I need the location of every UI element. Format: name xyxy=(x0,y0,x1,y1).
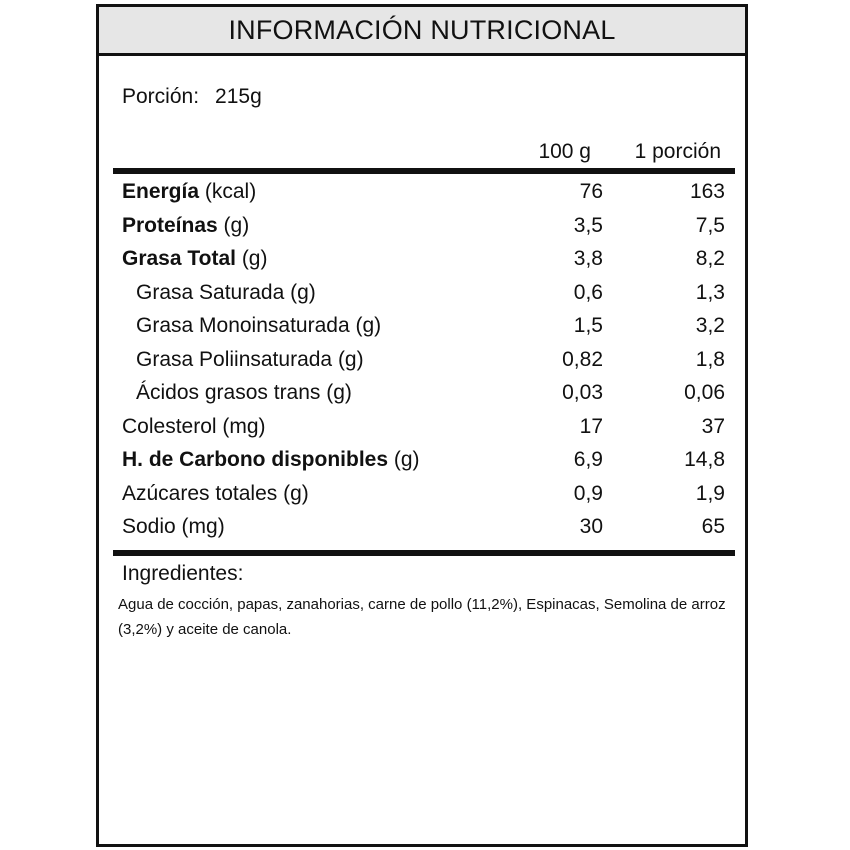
nutrient-unit: (g) xyxy=(388,448,420,471)
value-per-100g: 1,5 xyxy=(573,314,603,337)
portion-label: Porción: xyxy=(122,85,200,108)
table-row xyxy=(113,276,735,310)
table-top-rule xyxy=(113,168,735,174)
nutrient-unit: (g) xyxy=(235,247,268,270)
nutrient-unit: (mg) xyxy=(175,515,225,538)
nutrient-name xyxy=(122,410,266,444)
nutrient-unit: (g) xyxy=(284,280,316,304)
nutrient-label: Sodio xyxy=(122,515,176,538)
value-per-portion: 1,9 xyxy=(695,481,725,505)
value-per-portion: 3,2 xyxy=(695,314,725,337)
nutrient-name xyxy=(136,376,352,410)
table-row xyxy=(113,410,735,444)
nutrient-unit: (g) xyxy=(332,347,364,371)
nutrient-name xyxy=(122,510,225,544)
label-title: INFORMACIÓN NUTRICIONAL xyxy=(99,7,745,56)
value-per-portion: 1,8 xyxy=(695,347,725,371)
nutrient-label: Grasa Saturada xyxy=(136,280,285,304)
portion-size xyxy=(122,85,262,109)
value-per-100g: 76 xyxy=(579,180,603,203)
table-row xyxy=(113,242,735,276)
nutrient-name xyxy=(136,343,364,377)
portion-value: 215g xyxy=(215,85,262,108)
nutrient-unit: (g) xyxy=(277,481,309,505)
value-per-100g: 30 xyxy=(579,515,603,538)
nutrient-name xyxy=(136,309,381,343)
nutrient-name xyxy=(122,175,256,209)
value-per-portion: 65 xyxy=(701,515,725,538)
column-headers xyxy=(113,140,735,168)
nutrient-name xyxy=(122,477,309,511)
value-per-100g: 0,82 xyxy=(562,347,603,371)
value-per-100g: 0,9 xyxy=(573,481,603,505)
value-per-portion: 1,3 xyxy=(695,280,725,304)
value-per-portion: 8,2 xyxy=(695,247,725,270)
nutrient-label: Azúcares totales xyxy=(122,481,278,505)
nutrient-name xyxy=(122,209,249,243)
nutrient-name xyxy=(136,276,316,310)
nutrient-label: Grasa Poliinsaturada xyxy=(136,347,333,371)
value-per-100g: 3,8 xyxy=(573,247,603,270)
nutrient-label: Energía xyxy=(122,180,200,203)
nutrient-label: Ácidos grasos trans xyxy=(136,381,321,404)
value-per-portion: 14,8 xyxy=(684,448,725,471)
nutrient-unit: (g) xyxy=(320,381,352,404)
value-per-100g: 0,03 xyxy=(562,381,603,404)
value-per-100g: 6,9 xyxy=(573,448,603,471)
nutrient-label: Colesterol xyxy=(122,414,217,438)
nutrient-label: Grasa Total xyxy=(122,247,236,270)
value-per-portion: 163 xyxy=(689,180,725,203)
nutrient-unit: (kcal) xyxy=(199,180,257,203)
value-per-portion: 37 xyxy=(701,414,725,438)
nutrient-label: Grasa Monoinsaturada xyxy=(136,314,350,337)
table-row xyxy=(113,510,735,544)
nutrient-table xyxy=(113,175,735,544)
nutrient-name xyxy=(122,443,420,477)
table-row xyxy=(113,477,735,511)
table-row xyxy=(113,175,735,209)
value-per-100g: 0,6 xyxy=(573,280,603,304)
nutrient-label: H. de Carbono disponibles xyxy=(122,448,389,471)
column-header-portion: 1 porción xyxy=(634,140,721,163)
column-header-100g: 100 g xyxy=(538,140,591,163)
nutrition-label xyxy=(96,4,748,847)
value-per-100g: 17 xyxy=(579,414,603,438)
table-row xyxy=(113,343,735,377)
table-row xyxy=(113,443,735,477)
nutrient-unit: (g) xyxy=(349,314,382,337)
value-per-portion: 7,5 xyxy=(695,213,725,237)
nutrient-unit: (g) xyxy=(217,213,250,237)
ingredients-text: Agua de cocción, papas, zanahorias, carne de pollo (11,2%), Espinacas, Semolina de arroz (3,2%) y aceite de canola. xyxy=(118,596,726,638)
table-bottom-rule xyxy=(113,550,735,556)
table-row xyxy=(113,309,735,343)
value-per-portion: 0,06 xyxy=(684,381,725,404)
nutrient-label: Proteínas xyxy=(122,213,218,237)
nutrient-name xyxy=(122,242,267,276)
table-row xyxy=(113,209,735,243)
nutrient-unit: (mg) xyxy=(216,414,266,438)
value-per-100g: 3,5 xyxy=(573,213,603,237)
table-row xyxy=(113,376,735,410)
ingredients-title: Ingredientes: xyxy=(122,562,244,585)
